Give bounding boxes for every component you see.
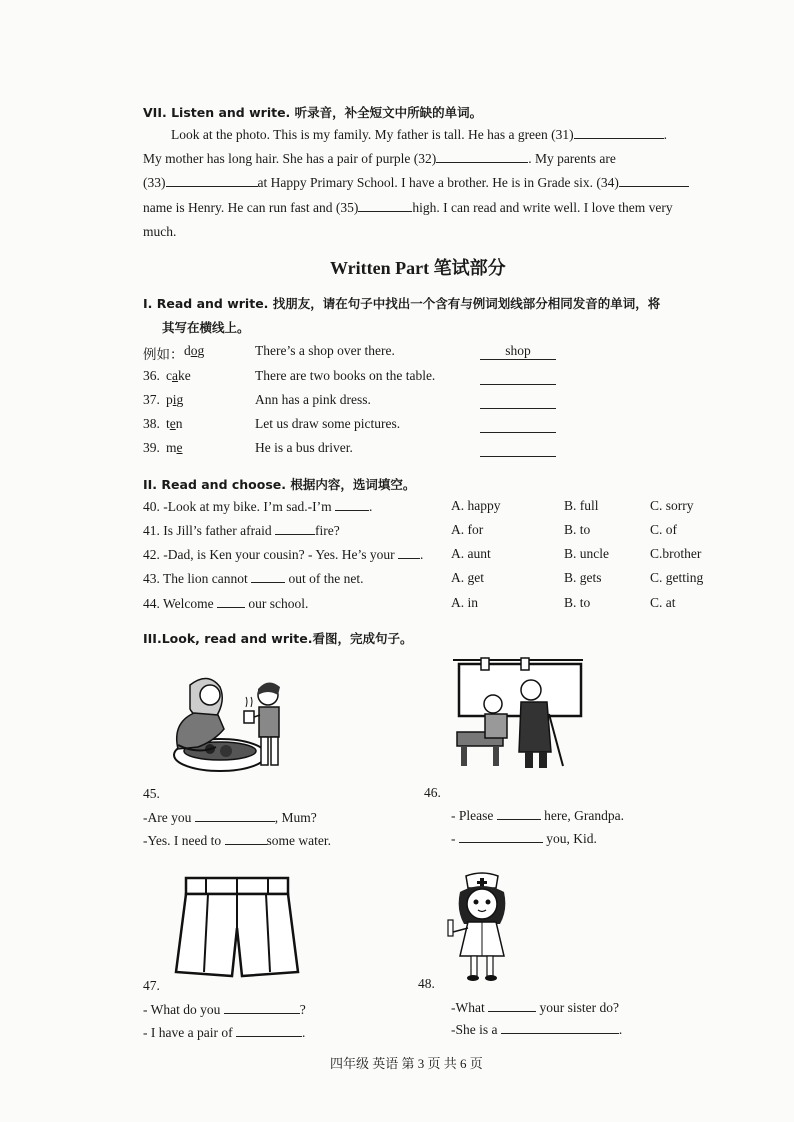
q46-number: 46. (424, 785, 441, 800)
cloth-2 (220, 745, 232, 757)
q40-stem: 40. -Look at my bike. I’m sad.-I’m . (143, 499, 373, 514)
seat-leg-1 (461, 746, 467, 766)
bus-seat-picture (453, 654, 585, 770)
q46-line-2: - you, Kid. (451, 831, 597, 846)
section-1-row-number: 例如： (143, 347, 184, 362)
passage-line-5: much. (143, 224, 177, 239)
passage-line-3: (33) at Happy Primary School. I have a brother. He is in Grade six. (34) (143, 171, 708, 196)
word-end: n (175, 416, 183, 431)
q48-line-2: -She is a . (451, 1022, 623, 1037)
syringe-icon (448, 920, 453, 936)
section-1-row-number: 38. (143, 416, 160, 431)
section-1-heading-2: 其写在横线上。 (162, 320, 250, 335)
word-end: ke (178, 368, 191, 383)
child-shirt (259, 707, 279, 737)
shoe-left (467, 975, 479, 981)
section-3-heading: III.Look, read and write.看图，完成句子。 (143, 631, 413, 646)
q40-option-c[interactable]: C. sorry (650, 498, 694, 513)
underlined-letter: a (172, 368, 178, 383)
section-1-sentence: Let us draw some pictures. (255, 416, 401, 431)
nurse-leg-right (487, 956, 493, 976)
kid-body (485, 714, 507, 738)
shoe-right (485, 975, 497, 981)
walking-stick (549, 714, 563, 766)
steam-icon (246, 697, 252, 707)
q46-blank-2[interactable] (459, 830, 543, 843)
q40-option-a[interactable]: A. happy (451, 498, 501, 513)
q45-number: 45. (143, 786, 160, 801)
blank-31[interactable] (574, 126, 664, 139)
blank-32[interactable] (436, 150, 528, 163)
q45-blank-2[interactable] (225, 832, 267, 845)
section-2-heading: II. Read and choose. 根据内容，选词填空。 (143, 477, 416, 492)
q41-option-a[interactable]: A. for (451, 522, 484, 537)
q41-stem: 41. Is Jill’s father afraid fire? (143, 523, 340, 538)
section-1-row-number: 39. (143, 440, 160, 455)
q44-blank[interactable] (217, 595, 245, 608)
q43-option-b[interactable]: B. gets (564, 570, 602, 585)
underlined-letter: i (172, 392, 177, 407)
q40-blank[interactable] (335, 498, 369, 511)
child-leg-right (271, 737, 278, 765)
section-1-sentence: There are two books on the table. (255, 368, 436, 383)
example-word (166, 416, 183, 432)
example-word (184, 343, 204, 359)
example-word (166, 440, 183, 456)
answer-blank[interactable] (480, 440, 556, 457)
q42-stem: 42. -Dad, is Ken your cousin? - Yes. He’s your . (143, 547, 424, 562)
q47-blank-1[interactable] (224, 1001, 300, 1014)
q42-blank[interactable] (398, 546, 420, 559)
underlined-letter: e (169, 416, 176, 431)
q47-line-1: - What do you ? (143, 1002, 306, 1017)
q46-line-1: - Please here, Grandpa. (451, 808, 624, 823)
q42-option-b[interactable]: B. uncle (564, 546, 609, 561)
grandpa-leg-2 (539, 752, 547, 768)
grandpa-leg-1 (525, 752, 533, 768)
word-end: g (197, 343, 205, 358)
word-start: d (184, 343, 191, 358)
eye-left (474, 900, 479, 905)
answer-blank[interactable] (480, 368, 556, 385)
nurse-leg-left (471, 956, 477, 976)
word-end: g (176, 392, 184, 407)
underlined-letter: o (190, 343, 198, 358)
blank-33[interactable] (166, 174, 258, 187)
section-1-sentence: He is a bus driver. (255, 440, 353, 455)
q47-number: 47. (143, 978, 160, 993)
q47-line-2: - I have a pair of . (143, 1025, 306, 1040)
q42-option-c[interactable]: C.brother (650, 546, 702, 561)
section-7-passage: Look at the photo. This is my family. My father is tall. He has a green (31) . (171, 127, 668, 142)
section-1-row-number: 36. (143, 368, 160, 383)
q45-line-2: -Yes. I need to some water. (143, 833, 331, 848)
q40-option-b[interactable]: B. full (564, 498, 599, 513)
grandpa-face (521, 680, 541, 700)
q44-option-c[interactable]: C. at (650, 595, 676, 610)
page-footer: 四年级 英语 第 3 页 共 6 页 (330, 1056, 483, 1071)
answer-blank[interactable] (480, 416, 556, 433)
q46-blank-1[interactable] (497, 807, 541, 820)
shorts-picture (172, 872, 302, 980)
section-1-sentence: There’s a shop over there. (255, 343, 395, 358)
seat-leg-2 (493, 746, 499, 766)
q44-option-a[interactable]: A. in (451, 595, 478, 610)
passage-line-2: My mother has long hair. She has a pair of purple (32) . My parents are (143, 151, 616, 166)
washing-picture (168, 665, 298, 777)
q48-blank-1[interactable] (488, 999, 536, 1012)
blank-35[interactable] (358, 199, 412, 212)
underlined-letter: e (176, 440, 183, 455)
nurse-picture (444, 870, 520, 986)
eye-right (486, 900, 491, 905)
section-1-heading: I. Read and write. 找朋友，请在句子中找出一个含有与例词划线部分相同发音的单词，将 (143, 296, 661, 311)
example-word (166, 392, 183, 408)
word-start: p (166, 392, 173, 407)
section-7-heading: VII. Listen and write. 听录音，补全短文中所缺的单词。 (143, 105, 483, 120)
q41-option-c[interactable]: C. of (650, 522, 677, 537)
q45-blank-1[interactable] (195, 809, 275, 822)
q48-line-1: -What your sister do? (451, 1000, 619, 1015)
example-word (166, 368, 191, 384)
q48-number: 48. (418, 976, 435, 991)
nurse-face (467, 889, 497, 919)
q43-stem: 43. The lion cannot out of the net. (143, 571, 364, 586)
handle-1 (481, 658, 489, 670)
q48-blank-2[interactable] (501, 1021, 619, 1034)
section-1-row-number: 37. (143, 392, 160, 407)
q44-option-b[interactable]: B. to (564, 595, 591, 610)
q41-option-b[interactable]: B. to (564, 522, 591, 537)
q43-blank[interactable] (251, 570, 285, 583)
grandpa-body (519, 702, 551, 752)
answer-blank[interactable]: shop (480, 343, 556, 360)
q44-stem: 44. Welcome our school. (143, 596, 309, 611)
cup-icon (244, 711, 254, 723)
section-1-sentence: Ann has a pink dress. (255, 392, 371, 407)
passage-line-4: name is Henry. He can run fast and (35) high. I can read and write well. I love them very (143, 200, 673, 215)
word-start: c (166, 368, 172, 383)
blank-34[interactable] (619, 174, 689, 187)
answer-blank[interactable] (480, 392, 556, 409)
kid-face (484, 695, 502, 713)
q43-option-c[interactable]: C. getting (650, 570, 704, 585)
woman-face (200, 685, 220, 705)
handle-2 (521, 658, 529, 670)
q45-line-1: -Are you , Mum? (143, 810, 317, 825)
child-leg-left (261, 737, 268, 765)
q41-blank[interactable] (275, 522, 315, 535)
word-start: m (166, 440, 177, 455)
written-part-title: Written Part 笔试部分 (330, 258, 506, 278)
word-start: t (166, 416, 170, 431)
q43-option-a[interactable]: A. get (451, 570, 484, 585)
bus-window (459, 664, 581, 716)
q42-option-a[interactable]: A. aunt (451, 546, 491, 561)
q47-blank-2[interactable] (236, 1024, 302, 1037)
